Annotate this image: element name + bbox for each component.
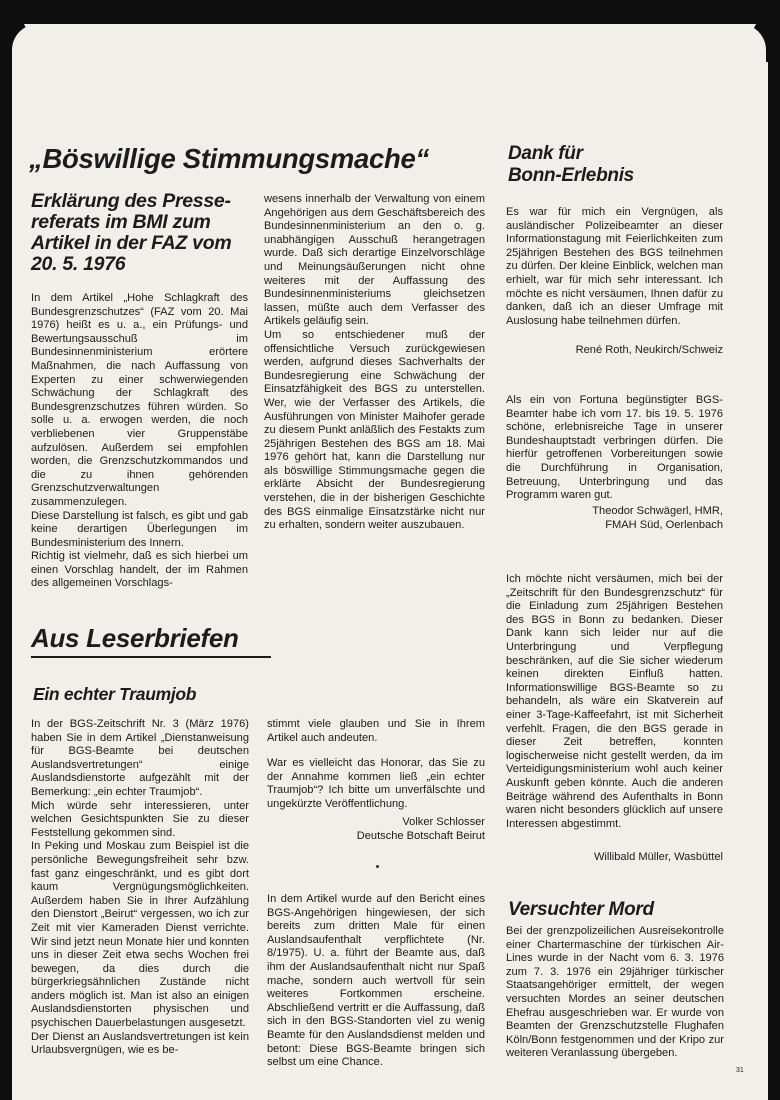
section-divider (31, 656, 271, 658)
traumjob-signature (267, 816, 485, 843)
dank-letter-2-signature (506, 505, 723, 532)
dank-title-line-1: Dank für (508, 143, 583, 164)
signature-line-1: Volker Schlosser (402, 816, 485, 828)
paragraph: Richtig ist vielmehr, daß es sich hierbei um einen Vorschlag handelt, der im Rahmen des allgemeinen Vorschlags- (31, 550, 248, 590)
page-number: 31 (736, 1067, 744, 1074)
dank-letter-3-signature: Willibald Müller, Wasbüttel (593, 851, 723, 863)
paragraph: Mich würde sehr interessieren, unter welchen Gesichtspunkten Sie zu dieser Feststellung gekommen sind. (31, 799, 249, 839)
paragraph: In der BGS-Zeitschrift Nr. 3 (März 1976) haben Sie in dem Artikel „Dienstanweisung für BGS-Beamte bei deutschen Auslandsvertretungen“ einige Auslandsdienstorte aufgezählt mit der Bemerkung: „ein echter Traumjob“. (31, 718, 249, 798)
paragraph: wesens innerhalb der Verwaltung von einem Angehörigen aus dem Geschäftsbereich des Bundesinnenministerium an den o. g. unabhängigen Ausschuß herangetragen wurde. Daß sich derartige Einzelvorschläge und Meinungsäußerungen nicht ohne weiteres mit der Auffassung des Bundesinnenministeriums gleichsetzen lassen, müßte auch dem Verfasser des Artikels geläufig sein. (264, 193, 485, 328)
dank-letter-1-signature: René Roth, Neukirch/Schweiz (575, 344, 723, 356)
traumjob-title: Ein echter Traumjob (33, 684, 197, 704)
leserbriefe-section-title: Aus Leserbriefen (31, 623, 239, 653)
paragraph: Diese Darstellung ist falsch, es gibt und gab keine derartigen Überlegungen im Bundesministerium des Innern. (31, 509, 248, 549)
dank-letter-2: Als ein von Fortuna begünstigter BGS-Beamter habe ich vom 17. bis 19. 5. 1976 schöne, erlebnisreiche Tage in unserer Bundeshauptstadt verbringen dürfen. Die hierfür getroffenen Vorbereitungen sowie die Durchführung in Organisation, Betreuung, Unterbringung und das Programm waren gut. (506, 394, 723, 502)
dank-letter-1: Es war für mich ein Vergnügen, als ausländischer Polizeibeamter an dieser Informationstagung mit Feierlichkeiten zum 25jährigen Bestehen des BGS teilnehmen zu dürfen. Der kleine Einblick, welchen man erhielt, war für mich sehr interessant. Ich möchte es nicht versäumen, Ihnen dafür zu danken, daß ich an dieser Umfrage mit Auslosung habe teilnehmen dürfen. (506, 206, 723, 327)
main-article-subhead: Erklärung des Pressereferats im BMI zum Artikel in der FAZ vom 20. 5. 1976 (31, 190, 232, 275)
dank-letter-3: Ich möchte nicht versäumen, mich bei der „Zeitschrift für den Bundesgrenzschutz“ für die Einladung zum 25jährigen Bestehen des BGS in Bonn zu bedanken. Dieser Dank kann sich leider nur auf die Unterbringung und Verpflegung beschränken, auf die Sie sicher wiederum keinen direkten Einfluß hatten. Informationswillige BGS-Beamte so zu behandeln, als wäre ein Skatverein auf einer 3-Tage-Kaffeefahrt, ist mit Sicherheit verfehlt. Fragen, die den BGS gerade in dieser Zeit betreffen, konnten logischerweise nicht gestellt werden, da im Verteidigungsministerium wohl auch keiner Auskunft geben könnte. Auch die anderen Beiträge während des Aufenthalts in Bonn waren nicht besonders glücklich auf unsere Interessen abgestimmt. (506, 573, 723, 830)
signature-line-2: FMAH Süd, Oerlenbach (605, 518, 723, 531)
mord-article-text: Bei der grenzpolizeilichen Ausreisekontrolle einer Chartermaschine der türkischen Air-Lines wurde in der Nacht vom 6. 3. 1976 zum 7. 3. 1976 ein 29jähriger türkischer Staatsangehöriger ermittelt, der wegen versuchten Mordes an seiner deutschen Ehefrau ausgeschrieben war. Er wurde von Beamten der Grenzschutzstelle Flughafen Köln/Bonn festgenommen und der Kripo zur weiteren Veranlassung übergeben. (506, 925, 724, 1060)
main-article-column-1 (31, 292, 248, 591)
dank-section-title (508, 143, 708, 187)
main-article-title: „Böswillige Stimmungsmache“ (29, 143, 429, 174)
paragraph: stimmt viele glauben und Sie in Ihrem Artikel auch andeuten. (267, 718, 485, 744)
frame-side-right (768, 40, 780, 1100)
paragraph: In dem Artikel „Hohe Schlagkraft des Bundesgrenzschutzes“ (FAZ vom 20. Mai 1976) heißt es u. a., ein Prüfungs- und Bewertungsausschuß im Bundesinnenministerium erörtere Maßnahmen, die nach Auffassung von Experten zu einer schwerwiegenden Schwächung der Schlagkraft des Bundesgrenzschutzes führen würden. So solle u. a. erwogen werden, die noch verbliebenen vier Gruppenstäbe aufzulösen. Außerdem sei empfohlen worden, die Grenzschutzkommandos und die zu ihnen gehörenden Grenzschutzverwaltungen zusammenzulegen. (31, 292, 248, 508)
main-article-column-2 (264, 193, 485, 533)
top-black-band (0, 0, 780, 24)
mord-section-title: Versuchter Mord (508, 899, 654, 920)
traumjob-column-2 (267, 718, 485, 812)
paragraph: In Peking und Moskau zum Beispiel ist die persönliche Bewegungsfreiheit sehr bzw. fast ganz eingeschränkt, und es gibt dort kaum Vergnügungsmöglichkeiten. Außerdem haben Sie in Ihrer Aufzählung den Dienstort „Beirut“ vergessen, wo ich zur Zeit mit vier Kameraden Dienst verrichte. Wir sind jetzt neun Monate hier und konnten uns in dieser Zeit etwa sechs Wochen frei bewegen, da dies durch die bürgerkriegsähnlichen Zustände nicht anders möglich ist. Man ist also an einigen Auslandsdienstorten physischen und psychischen Dauerbelastungen ausgesetzt. (31, 840, 249, 1030)
paragraph: War es vielleicht das Honorar, das Sie zu der Annahme kommen ließ „ein echter Traumjob“? Ich bitte um unverfälschte und ungekürzte Veröffentlichung. (267, 757, 485, 810)
paragraph: Der Dienst an Auslandsvertretungen ist kein Urlaubsvergnügen, wie es be- (31, 1030, 249, 1057)
dank-title-line-2: Bonn-Erlebnis (508, 165, 634, 186)
traumjob-column-1 (31, 718, 249, 1058)
paragraph: Um so entschiedener muß der offensichtliche Versuch zurückgewiesen werden, aufgrund dieses Sachverhalts der Bundesregierung eine Schwächung der Einsatzfähigkeit des BGS zu unterstellen. Wer, wie der Verfasser des Artikels, die Ausführungen von Minister Maihofer gerade zu diesem Punkt anläßlich des Festakts zum 25jährigen Bestehen des BGS am 18. Mai 1976 gehört hat, kann die Darstellung nur als böswillige Stimmungsmache gegen die erklärte Absicht der Bundesregierung verstehen, die in der bisherigen Geschichte des BGS einmalige Einsatzstärke nicht nur zu erhalten, sondern weiter auszubauen. (264, 328, 485, 532)
signature-line-2: Deutsche Botschaft Beirut (356, 829, 485, 842)
signature-line-1: Theodor Schwägerl, HMR, (592, 505, 723, 517)
print-speck (376, 865, 379, 868)
frame-side-left (0, 40, 12, 1100)
traumjob-second-letter: In dem Artikel wurde auf den Bericht eines BGS-Angehörigen hingewiesen, der sich bereits zum dritten Male für einen Auslandsaufenthalt verpflichtete (Nr. 8/1975). U. a. führt der Beamte aus, daß ihm der Auslandsaufenthalt nicht nur Spaß mache, sondern auch wertvoll für sein weiteres Fortkommen erscheine. Abschließend vertritt er die Auffassung, daß sich in den BGS-Standorten viel zu wenig Beamte für den Auslandsdienst melden und betont: Diese BGS-Beamte bringen sich selbst um eine Chance. (267, 893, 485, 1069)
